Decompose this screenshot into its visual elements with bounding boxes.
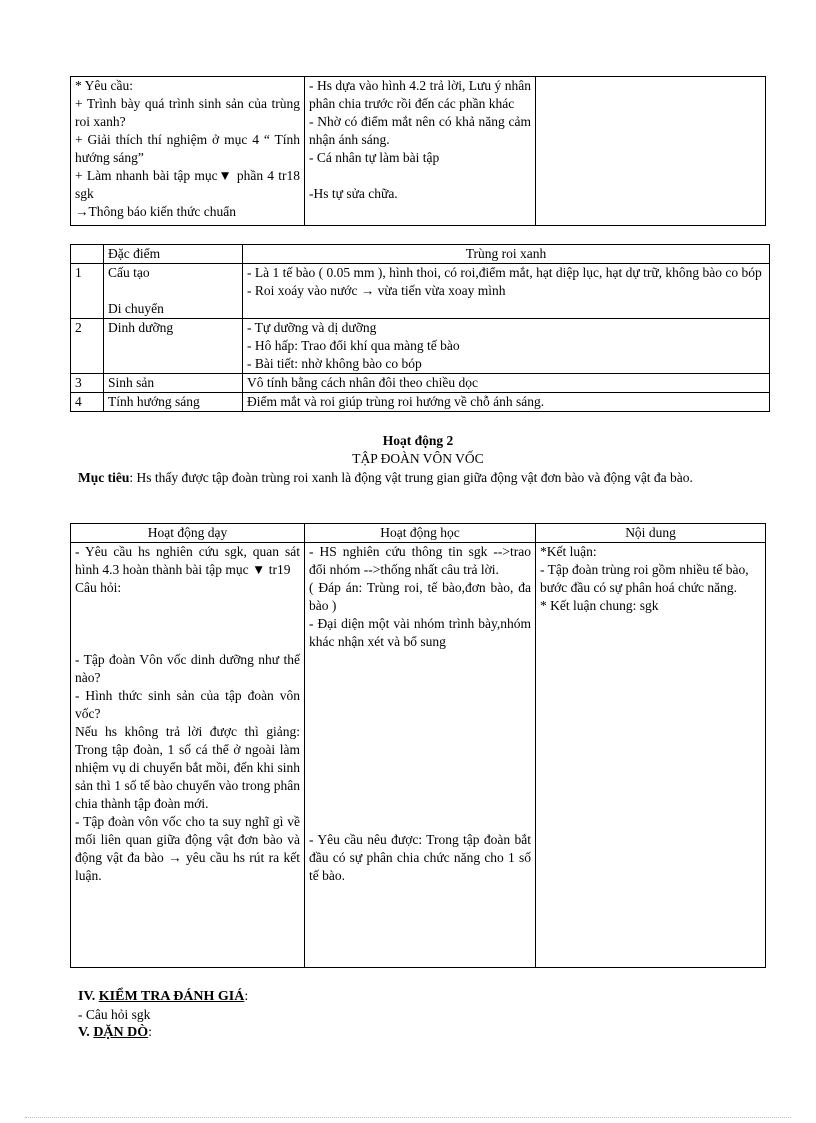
activity-table-continued xyxy=(70,76,766,226)
activity-subheading: TẬP ĐOÀN VÔN VỐC xyxy=(352,451,484,466)
content-cell-empty xyxy=(536,77,766,226)
table-row: 3 Sinh sản Vô tính bằng cách nhân đôi theo chiều dọc xyxy=(71,374,770,393)
euglena-characteristics-table xyxy=(70,244,770,412)
teaching-activity-cell: - Yêu cầu hs nghiên cứu sgk, quan sát hình 4.3 hoàn thành bài tập mục ▼ tr19 Câu hỏi: - Tập đoàn Vôn vốc dinh dưỡng như thế nào? - Hình thức sinh sản của tập đoàn vôn vốc? Nếu hs không trả lời được thì giảng: Trong tập đoàn, 1 số cá thể ở ngoài làm nhiệm vụ di chuyển bắt mồi, đến khi sinh sản thì 1 số tế bào chuyển vào trong phân chia thành tập đoàn mới. - Tập đoàn vôn vốc cho ta suy nghĩ gì về mối liên quan giữa động vật đơn bào và động vật đa bào → yêu cầu hs rút ra kết luận. xyxy=(71,543,305,968)
table-row xyxy=(71,543,766,968)
section-iv-item: - Câu hỏi sgk xyxy=(78,1007,151,1022)
section-iv-heading: IV. KIỂM TRA ĐÁNH GIÁ: xyxy=(78,989,249,1004)
table-row: 2 Dinh dưỡng - Tự dưỡng và dị dưỡng - Hô hấp: Trao đổi khí qua màng tế bào - Bài tiết: nhờ không bào co bóp xyxy=(71,319,770,374)
activity-heading: Hoạt động 2 xyxy=(382,433,454,448)
table-row: 4 Tính hướng sáng Điểm mắt và roi giúp trùng roi hướng về chỗ ánh sáng. xyxy=(71,393,770,412)
learning-activity-cell: - HS nghiên cứu thông tin sgk -->trao đổi nhóm -->thống nhất câu trả lời. ( Đáp án: Trùng roi, tế bào,đơn bào, đa bào ) - Đại diện một vài nhóm trình bày,nhóm khác nhận xét và bổ sung - Yêu cầu nêu được: Trong tập đoàn bắt đầu có sự phân chia chức năng cho 1 số tế bào. xyxy=(305,543,536,968)
table-header-row: Đặc điểm Trùng roi xanh xyxy=(71,245,770,264)
objective-paragraph: Mục tiêu: Hs thấy được tập đoàn trùng roi xanh là động vật trung gian giữa động vật đơn bào và động vật đa bào. xyxy=(78,470,693,485)
content-cell: *Kết luận: - Tập đoàn trùng roi gồm nhiều tế bào, bước đầu có sự phân hoá chức năng. * Kết luận chung: sgk xyxy=(536,543,766,968)
student-responses-cell: - Hs dựa vào hình 4.2 trả lời, Lưu ý nhân phân chia trước rồi đến các phần khác - Nhờ có điểm mắt nên có khả năng cảm nhận ánh sáng. - Cá nhân tự làm bài tập -Hs tự sửa chữa. xyxy=(305,77,536,226)
table-header-row: Hoạt động dạy Hoạt động học Nội dung xyxy=(71,524,766,543)
activity2-table xyxy=(70,523,766,968)
page-bottom-divider xyxy=(25,1117,791,1118)
table-row: 1 Cấu tạo Di chuyển - Là 1 tế bào ( 0.05 mm ), hình thoi, có roi,điểm mắt, hạt diệp lục, hạt dự trữ, không bào co bóp - Roi xoáy vào nước → vừa tiến vừa xoay mình xyxy=(71,264,770,319)
section-v-heading: V. DẶN DÒ: xyxy=(78,1025,153,1040)
teacher-requirements-cell: * Yêu cầu: + Trình bày quá trình sinh sản của trùng roi xanh? + Giải thích thí nghiệm ở mục 4 “ Tính hướng sáng” + Làm nhanh bài tập mục▼ phần 4 tr18 sgk →Thông báo kiến thức chuẩn xyxy=(71,77,305,226)
